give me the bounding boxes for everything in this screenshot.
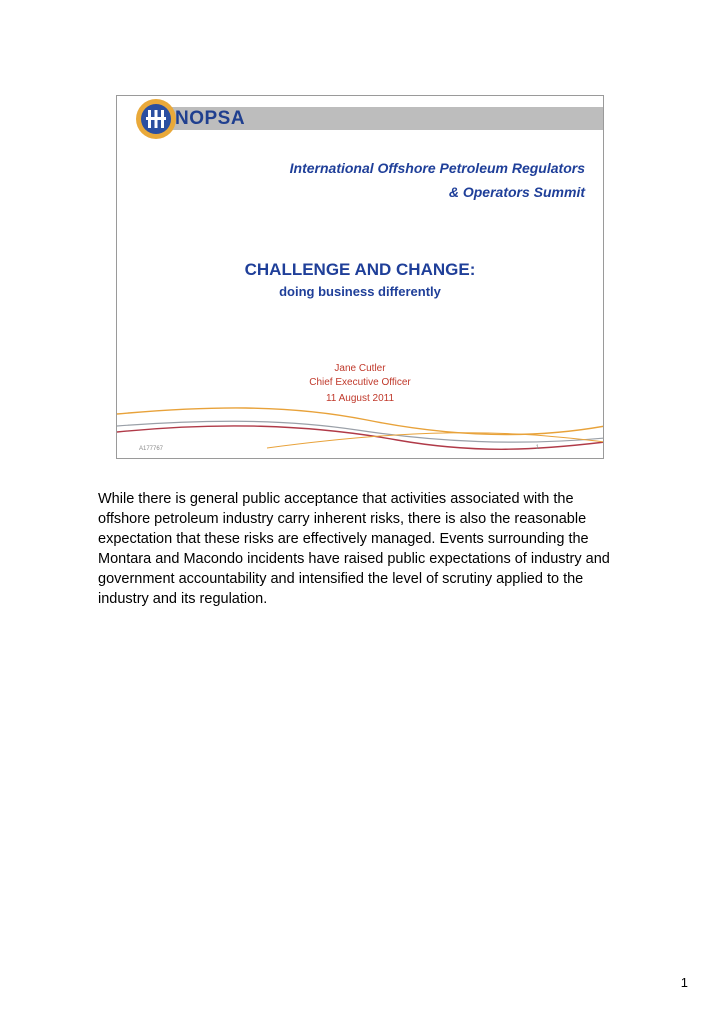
slide-subtitle: doing business differently xyxy=(279,284,441,299)
wave-gray xyxy=(117,421,604,442)
summit-line-1: International Offshore Petroleum Regulators xyxy=(289,160,585,176)
slide-thumbnail xyxy=(116,95,604,459)
slide-title: CHALLENGE AND CHANGE: xyxy=(244,260,476,279)
summit-heading xyxy=(290,156,585,204)
speaker-notes-text: While there is general public acceptance that activities associated with the offshore petroleum industry carry inherent risks, there is also the reasonable expectation that these risks are effectively managed. Events surrounding the Montara and Macondo incidents have raised public expectations of industry and government accountability and intensified the level of scrutiny applied to the industry and its regulation. xyxy=(98,491,610,607)
presenter-role: Chief Executive Officer xyxy=(309,377,411,388)
page-number: 1 xyxy=(680,975,688,990)
slide-number: 1 xyxy=(535,445,539,451)
presentation-date: 11 August 2011 xyxy=(325,393,395,404)
logo-wordmark: NOPSA xyxy=(175,108,246,129)
presenter-name: Jane Cutler xyxy=(334,363,386,374)
decorative-waves xyxy=(117,396,604,459)
nopsa-logo-icon xyxy=(134,97,178,141)
summit-line-2: & Operators Summit xyxy=(448,184,585,200)
document-reference: A177767 xyxy=(139,446,164,452)
